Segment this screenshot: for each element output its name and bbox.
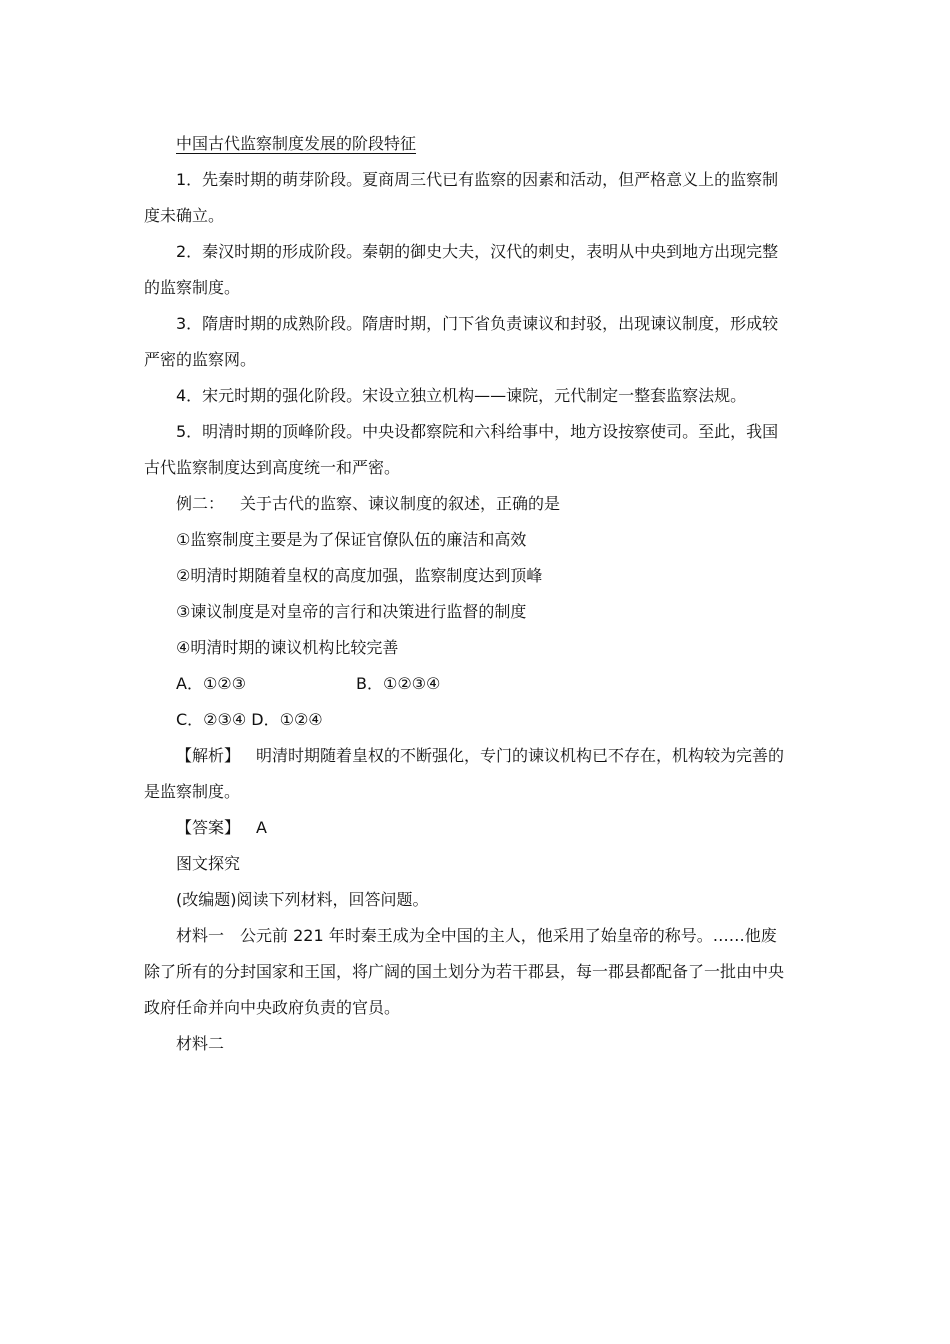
example-label: 例二：: [176, 494, 225, 513]
options-row-ab: [144, 666, 808, 702]
section-heading: [144, 126, 808, 162]
stage-3-line-1: 3．隋唐时期的成熟阶段。隋唐时期，门下省负责谏议和封驳，出现谏议制度，形成较: [176, 314, 779, 333]
answer-value: A: [256, 818, 267, 837]
analysis-text-1: 明清时期随着皇权的不断强化，专门的谏议机构已不存在，机构较为完善的: [256, 746, 785, 765]
stage-2-line-2: 的监察制度。: [144, 278, 241, 297]
document-body: [144, 126, 808, 1062]
stage-1-line-1: 1．先秦时期的萌芽阶段。夏商周三代已有监察的因素和活动，但严格意义上的监察制: [176, 170, 779, 189]
analysis-block: [144, 738, 808, 810]
section-title: 图文探究: [176, 854, 241, 873]
options-row-cd: [144, 702, 808, 738]
heading-text: 中国古代监察制度发展的阶段特征: [176, 134, 417, 153]
material-1-line-1: [144, 918, 808, 954]
stage-1-line-2: 度未确立。: [144, 206, 225, 225]
stage-4: [144, 378, 808, 414]
statement-2: ②明清时期随着皇权的高度加强，监察制度达到顶峰: [176, 566, 543, 585]
stage-1: [144, 162, 808, 234]
example-question-text: 关于古代的监察、谏议制度的叙述，正确的是: [240, 494, 561, 513]
stage-2: [144, 234, 808, 306]
answer-line: [144, 810, 808, 846]
analysis-line-1: [144, 738, 808, 774]
example-question: [144, 486, 808, 522]
analysis-line-2: 是监察制度。: [144, 782, 241, 801]
answer-label: 【答案】: [176, 818, 241, 837]
stage-2-line-1: 2．秦汉时期的形成阶段。秦朝的御史大夫，汉代的刺史，表明从中央到地方出现完整: [176, 242, 779, 261]
option-a: A．①②③: [176, 674, 246, 693]
material-1-text-1: 公元前 221 年时秦王成为全中国的主人，他采用了始皇帝的称号。……他废: [240, 926, 777, 945]
material-1-label: 材料一: [176, 926, 225, 945]
material-1-line-3: 政府任命并向中央政府负责的官员。: [144, 998, 401, 1017]
option-b: B．①②③④: [356, 674, 441, 693]
option-cd: C．②③④ D．①②④: [176, 710, 323, 729]
stage-3: [144, 306, 808, 378]
stage-5-line-1: 5．明清时期的顶峰阶段。中央设都察院和六科给事中，地方设按察使司。至此，我国: [176, 422, 779, 441]
stage-5: [144, 414, 808, 486]
stage-4-line-1: 4．宋元时期的强化阶段。宋设立独立机构——谏院，元代制定一整套监察法规。: [176, 386, 747, 405]
statement-4: ④明清时期的谏议机构比较完善: [176, 638, 399, 657]
material-2-label: 材料二: [176, 1034, 225, 1053]
statement-1: ①监察制度主要是为了保证官僚队伍的廉洁和高效: [176, 530, 527, 549]
stage-3-line-2: 严密的监察网。: [144, 350, 257, 369]
material-1-line-2: 除了所有的分封国家和王国，将广阔的国土划分为若干郡县，每一郡县都配备了一批由中央: [144, 962, 785, 981]
stage-5-line-2: 古代监察制度达到高度统一和严密。: [144, 458, 401, 477]
material-1: [144, 918, 808, 1026]
reading-prompt: (改编题)阅读下列材料，回答问题。: [176, 890, 429, 909]
analysis-label: 【解析】: [176, 746, 241, 765]
statement-3: ③谏议制度是对皇帝的言行和决策进行监督的制度: [176, 602, 527, 621]
